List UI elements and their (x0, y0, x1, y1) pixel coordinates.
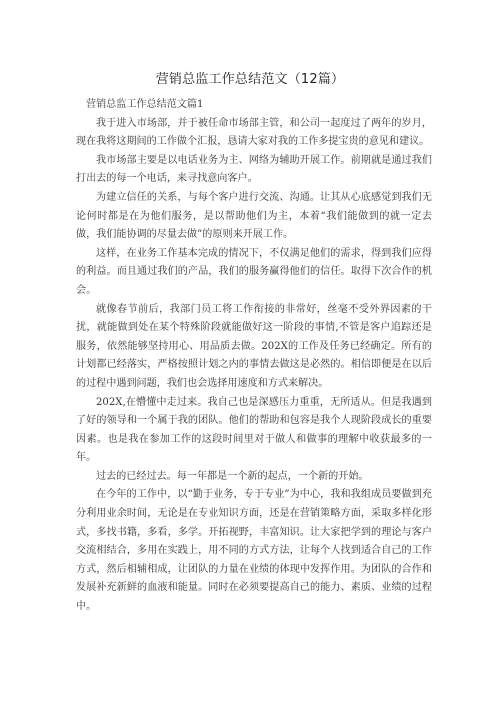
section-heading: 营销总监工作总结范文篇1 (86, 99, 204, 110)
paragraph: 这样，在业务工作基本完成的情况下，不仅满足他们的需求，得到我们应得的利益。而且通过我们的产品，我们的服务赢得他们的信任。取得下次合作的机会。 (76, 247, 432, 296)
paragraph: 我于进入市场部，并于被任命市场部主管，和公司一起度过了两年的岁月，现在我将这期间的工作做个汇报，恳请大家对我的工作多提宝贵的意见和建议。 (76, 117, 432, 148)
document-body (76, 96, 432, 617)
page-title: 营销总监工作总结范文（12篇） (155, 72, 345, 87)
paragraph: 过去的已经过去。每一年都是一个新的起点，一个新的开始。 (96, 470, 369, 482)
paragraph: 为建立信任的关系，与每个客户进行交流、沟通。让其从心底感觉到我们无论何时都是在为他们服务，是以帮助他们为主，本着“我们能做到的就一定去做，我们能协调的尽量去做”的原则来开展工作。 (76, 191, 432, 241)
paragraph: 我市场部主要是以电话业务为主、网络为辅助开展工作。前期就是通过我们打出去的每一个电话，来寻找意向客户。 (76, 154, 432, 185)
paragraph: 202X,在懵懂中走过来。我自己也是深感压力重重，无所适从。但是我遇到了好的领导和一个属于我的团队。他们的帮助和包容是我个人现阶段成长的重要因素。也是我在参加工作的这段时间里对于做人和做事的理解中收获最多的一年。 (76, 396, 432, 464)
paragraph: 就像春节前后，我部门员工将工作衔接的非常好，丝毫不受外界因素的干扰，就能做到处在某个特殊阶段就能做好这一阶段的事情,不管是客户追踪还是服务，依然能够坚持用心、用品质去做。202X的工作及任务已经确定。所有的计划都已经落实，严格按照计划之内的事情去做这是必然的。相信即便是在以后的过程中遇到问题，我们也会选择用速度和方式来解决。 (76, 303, 432, 389)
paragraph: 在今年的工作中，以“勤于业务，专于专业”为中心，我和我组成员要做到充分利用业余时间，无论是在专业知识方面，还是在营销策略方面，采取多样化形式，多找书籍，多看，多学。开拓视野，丰富知识。让大家把学到的理论与客户交流相结合，多用在实践上，用不同的方式方法，让每个人找到适合自己的工作方式，然后相辅相成，让团队的力量在业绩的体现中发挥作用。为团队的合作和发展补充新鲜的血液和能量。同时在必须要提高自己的能力、素质、业绩的过程中。 (76, 489, 432, 613)
